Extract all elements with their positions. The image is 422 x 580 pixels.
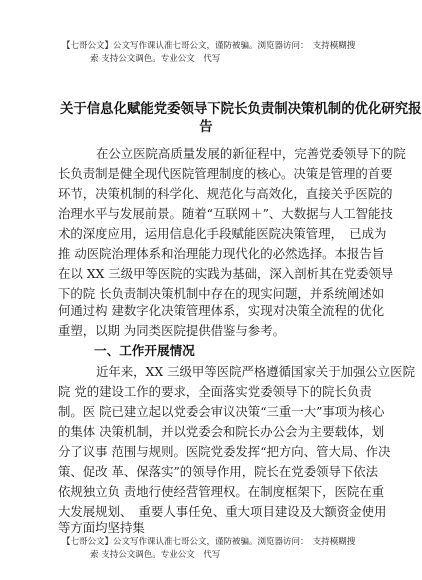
body-line: 在以 XX 三级甲等医院的实践为基础，深入剖析其在党委领导 xyxy=(58,266,394,281)
banner-top-line-1: 【七哥公文】公文写作课认准七哥公文，谨防被骗。浏览器访问： 支持模糊搜 xyxy=(62,41,356,51)
body-line: 治理水平与发展前景。随着“互联网＋”、大数据与人工智能技 xyxy=(58,206,393,221)
body-line: 环节，决策机制的科学化、规范化与高效化，直接关乎医院的 xyxy=(58,186,393,201)
banner-bottom-line-1: 【七哥公文】公文写作课认准七哥公文，谨防被骗。浏览器访问： 支持模糊搜 xyxy=(62,537,356,547)
report-title-line-1: 关于信息化赋能党委领导下院长负责制决策机制的优化研究报 xyxy=(60,101,422,117)
body-line: 大发展规划、 重要人事任免、重大项目建设及大额资金使用 xyxy=(58,504,387,519)
body-line: 术的深度应用，运用信息化手段赋能医院决策管理， 已成为 xyxy=(58,226,387,241)
watermark-banner-bottom xyxy=(62,536,356,562)
body-line: 下的院 长负责制决策机制中存在的现实问题，并系统阐述如 xyxy=(58,286,385,301)
watermark-banner-top xyxy=(62,40,356,66)
report-title xyxy=(60,100,422,136)
body-line: 长负责制是健全现代医院管理制度的核心。决策是管理的首要 xyxy=(58,166,393,181)
section-heading: 一、工作开展情况 xyxy=(94,343,195,358)
body-line: 策、促改 革、保落实”的领导作用，院长在党委领导下依法 xyxy=(58,464,379,479)
banner-top-line-2: 索 支持公文调色。专业公文 代写 xyxy=(90,54,221,64)
banner-bottom-line-2: 索 支持公文调色。专业公文 代写 xyxy=(90,550,221,560)
body-line: 的集体 决策机制，并以党委会和院长办公会为主要载体，划 xyxy=(58,424,385,439)
body-line: 推 动医院治理体系和治理能力现代化的必然选择。本报告旨 xyxy=(58,246,385,261)
body-line: 在公立医院高质量发展的新征程中，完善党委领导下的院 xyxy=(96,146,406,161)
report-title-line-2: 告 xyxy=(199,119,213,135)
body-line: 依规独立负 责地行使经营管理权。在制度框架下，医院在重 xyxy=(58,484,385,499)
body-line: 院 党的建设工作的要求，全面落实党委领导下的院长负责 xyxy=(58,384,372,399)
body-line: 何通过构 建数字化决策管理体系，实现对决策全流程的优化 xyxy=(58,303,385,318)
body-line: 近年来，XX 三级甲等医院严格遵循国家关于加强公立医院 xyxy=(96,364,415,379)
body-line: 制。医 院已建立起以党委会审议决策“三重一大”事项为核心 xyxy=(58,404,385,419)
body-line: 分了议事 范围与规则。医院党委发挥“把方向、管大局、作决 xyxy=(58,444,391,459)
body-line: 等方面均坚持集 xyxy=(58,520,145,535)
body-line: 重塑，以期 为同类医院提供借鉴与参考。 xyxy=(58,323,285,338)
